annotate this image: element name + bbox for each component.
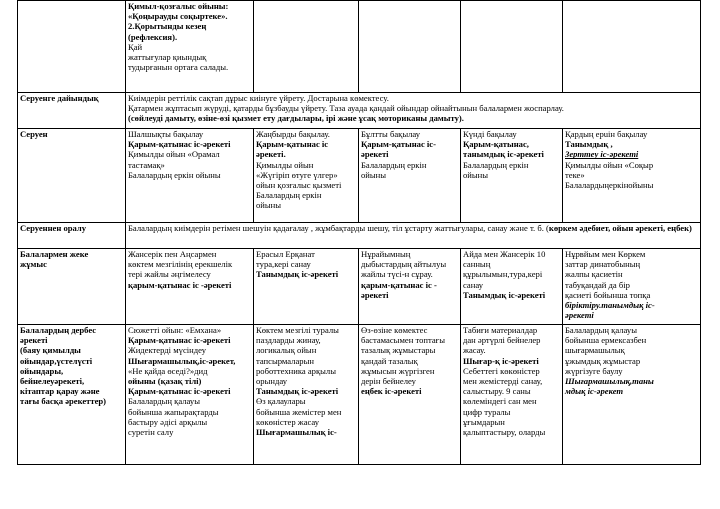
cell-line: қасиеті бойынша топқа — [565, 289, 651, 300]
cell-line: шығармашылық — [565, 345, 625, 356]
cell-line: көлеміндегі сан мен — [463, 396, 537, 407]
row-label-text: ойындар,үстелүсті — [20, 355, 93, 366]
cell-line: құрылымын,тура,кері — [463, 269, 543, 280]
cell-line: жұмысын жүргізген — [361, 365, 435, 376]
cell-line: мен жемістерді санау, — [463, 376, 543, 387]
cell-line: дан әртүрлі бейнелер — [463, 335, 541, 346]
cell-line: Себеттегі көкөністер — [463, 365, 540, 376]
cell-line: жүргізуге баулу — [565, 365, 623, 376]
cell-line: Қарым-қатынас іс-әрекеті — [128, 139, 231, 150]
cell-walk-preparation — [126, 93, 701, 129]
cell-line: мдық іс-әрекет — [565, 386, 624, 397]
cell-line: цифр туралы — [463, 406, 511, 417]
cell-line: Шығармашылық,іс-әрекет, — [128, 355, 236, 366]
cell-line: Танымдық іс-әрекеті — [256, 386, 339, 397]
cell-line: Шығар-қ іс-әрекеті — [463, 355, 539, 366]
cell-line: теке» — [565, 169, 585, 180]
cell-line: Қимылды ойын «Орамал — [128, 149, 220, 160]
empty-cell — [359, 1, 461, 93]
cell-line: ойыны — [361, 169, 387, 180]
cell-line: бойынша жапырақтарды — [128, 406, 219, 417]
cell-line: дыбыстардың айтылуы — [361, 259, 447, 270]
cell-line: паздларды жинау, — [256, 335, 321, 346]
cell-line: бойынша жемістер мен — [256, 406, 342, 417]
cell-line: Танымдық іс-әрекеті — [463, 289, 546, 300]
cell-line: ұжымдық жұмыстар — [565, 355, 641, 366]
cell-line: тура,кері санау — [256, 259, 311, 270]
cell-line: заттар динатобының — [565, 259, 641, 270]
cell-line: Ерасыл Ерқанат — [256, 249, 315, 259]
cell-line: «Қоңырауды соқыртеке». — [128, 11, 228, 22]
row-label-text: Балалардың дербес — [20, 325, 97, 335]
cell-line — [128, 223, 698, 233]
cell-line: жасау. — [463, 345, 486, 356]
cell-line: тері жайлы әңгімелесу — [128, 269, 211, 280]
cell-line: Шығармашылық іс- — [256, 427, 337, 438]
cell-line: танымдық іс-әрекеті — [463, 149, 544, 160]
cell-line: Киімдерін реттілік сақтап дұрыс киінуге үйрету. Достарына көмектесу. — [128, 93, 389, 103]
cell-line: әрекеті — [565, 310, 594, 321]
cell-line: ойыны — [463, 169, 489, 180]
row-label-text: Балалармен жеке — [20, 249, 89, 259]
cell-line: Балалардың еркін — [256, 190, 322, 201]
cell-line: көкөністер жасау — [256, 416, 320, 427]
cell-line: Танымдық , — [565, 139, 613, 150]
cell-line: табуқандай да бір — [565, 279, 630, 290]
row-label-text: ойындары, — [20, 365, 64, 376]
row-label — [18, 93, 126, 129]
cell-line: Қимыл-қозғалыс ойыны: — [128, 1, 229, 11]
cell-line: Балалардың еркін — [463, 159, 529, 170]
cell-line: ойыны (қазақ тілі) — [128, 376, 202, 387]
cell-individual-thu — [461, 249, 563, 325]
cell-line: орындау — [256, 376, 288, 387]
cell-walk-tue — [254, 129, 359, 223]
cell-line: қарым-қатынас іс -әрекеті — [128, 279, 232, 290]
cell-line: тудырғанын ортаға салады. — [128, 62, 229, 73]
cell-individual-tue — [254, 249, 359, 325]
row-label-text: бейнелеуәрекеті, — [20, 376, 85, 387]
cell-line: суретін салу — [128, 427, 174, 438]
cell-game-reflection — [126, 1, 254, 93]
cell-line: Табиғи материалдар — [463, 325, 538, 335]
cell-line: Қарым-қатынас іс-әрекеті — [128, 335, 231, 346]
cell-line: Сюжетті ойын: «Емхана» — [128, 325, 222, 335]
cell-line: Қимылды ойын — [256, 159, 314, 170]
cell-line: Нұрвйым мен Көркем — [565, 249, 646, 259]
cell-line: Айда мен Жансерік 10 — [463, 249, 546, 259]
cell-line: жалпы қасиетін — [565, 269, 623, 280]
cell-line: салыстыру. 9 саны — [463, 386, 531, 397]
row-independent-activity — [18, 325, 701, 465]
cell-line: Шығармашылық,таны — [565, 376, 654, 387]
cell-line: Бұлтты бақылау — [361, 129, 421, 139]
cell-line: бастыру әдісі арқылы — [128, 416, 208, 427]
cell-line: Танымдық іс-әрекеті — [256, 269, 339, 280]
cell-independent-fri — [563, 325, 701, 465]
row-label — [18, 249, 126, 325]
cell-line: (сөйлеуді дамыту, өзіне-өзі қызмет ету дағдылары, ірі және ұсақ моториканы дамыту). — [128, 113, 464, 124]
row-label-text: жұмыс — [20, 259, 47, 270]
cell-line: Балалардың еркін — [361, 159, 427, 170]
cell-line: Қарым-қатынас іс- — [361, 139, 436, 150]
cell-line: еңбек іс-әрекеті — [361, 386, 422, 397]
cell-line: Қатармен жұптасып жүруді, қатарды бұзбауды үйрету. Таза ауада қандай ойындар ойнайтынын балалармен жоспарлау. — [128, 103, 564, 114]
cell-line: әрекеті — [361, 149, 389, 160]
cell-individual-fri — [563, 249, 701, 325]
cell-line: әрекеті — [361, 289, 389, 300]
cell-line: көктем мезгілінің ерекшелік — [128, 259, 233, 270]
cell-independent-mon — [126, 325, 254, 465]
row-label-text: кітаптар қарау және — [20, 386, 100, 397]
cell-line: санау — [463, 279, 484, 290]
row-label-text: Серуен — [20, 129, 48, 139]
cell-line: Балалардың еркін ойыны — [128, 169, 221, 180]
schedule-table — [17, 0, 701, 465]
cell-line: Қарым-қатынас іс-әрекеті — [128, 386, 231, 397]
cell-line: логикалық ойын — [256, 345, 317, 356]
row-individual-work — [18, 249, 701, 325]
cell-line: 2.Қорытынды кезең — [128, 21, 207, 32]
empty-cell — [461, 1, 563, 93]
cell-line: қандай тазалық — [361, 355, 418, 366]
empty-cell — [254, 1, 359, 93]
cell-line: Қимылды ойын «Соқыр — [565, 159, 654, 170]
cell-line: ойын қозғалыс қызметі — [256, 180, 342, 191]
cell-line: Қай — [128, 41, 143, 52]
return-bold-text: көркем әдебиет, ойын әрекеті, еңбек) — [548, 223, 692, 233]
return-text: Балалардың киімдерін ретімен шешуін қадағалау , жұмбақтарды шешу, тіл ұстарту жаттығулары, санау және т. б. ( — [128, 223, 549, 233]
cell-line: Күнді бақылау — [463, 129, 517, 139]
empty-cell — [563, 1, 701, 93]
cell-line: роботтехника арқылы — [256, 365, 336, 376]
cell-individual-mon — [126, 249, 254, 325]
cell-line: Балалардың қалауы — [565, 325, 637, 335]
cell-line: Қарым-қатынас, — [463, 139, 529, 150]
cell-line: біріктіру.танымдық іс- — [565, 300, 655, 311]
cell-line: қалыптастыру, оларды — [463, 427, 546, 438]
row-walk — [18, 129, 701, 223]
cell-line: Балалардыңеркінойыны — [565, 180, 654, 191]
cell-line: тапсырмаларын — [256, 355, 314, 366]
row-label — [18, 129, 126, 223]
cell-line: ойыны — [256, 200, 282, 211]
cell-line: тастамақ» — [128, 159, 165, 170]
cell-line: Қарым-қатынас іс — [256, 139, 329, 150]
cell-walk-return — [126, 223, 701, 249]
row-label — [18, 325, 126, 465]
cell-walk-mon — [126, 129, 254, 223]
cell-line: бастамасымен топтағы — [361, 335, 445, 346]
row-label — [18, 223, 126, 249]
cell-line: тазалық жұмыстары — [361, 345, 436, 356]
cell-line: санның — [463, 259, 491, 270]
cell-line: «Жүгіріп өтуге үлгер» — [256, 169, 338, 180]
cell-individual-wed — [359, 249, 461, 325]
cell-line: дерін бейнелеу — [361, 376, 416, 387]
cell-line: Өз-өзіне көмектес — [361, 325, 428, 335]
cell-line: Өз қалаулары — [256, 396, 306, 407]
cell-line: «Не қайда өседі?»дид — [128, 365, 208, 376]
cell-line: Көктем мезгілі туралы — [256, 325, 339, 335]
row-label-text: (баяу қимылды — [20, 345, 81, 356]
cell-line: Қардың ерuiн бақылау — [565, 129, 648, 139]
row-label-text: тағы басқа әрекеттер) — [20, 396, 107, 407]
cell-walk-fri — [563, 129, 701, 223]
cell-line: Жидектерді мүсіндеу — [128, 345, 207, 356]
row-walk-return — [18, 223, 701, 249]
cell-line: жайлы түсі-н сұрау. — [361, 269, 433, 280]
cell-line: Жансерік пен Аңсармен — [128, 249, 217, 259]
cell-line: жаттығулар қиындық — [128, 52, 207, 63]
cell-line: Балалардың қалауы — [128, 396, 200, 407]
row-label-text: Серуеннен оралу — [20, 223, 87, 233]
row-label-text: әрекеті — [20, 335, 48, 346]
cell-line: Нұрайымның — [361, 249, 411, 259]
cell-line: (рефлексия). — [128, 31, 178, 42]
cell-line: қарым-қатынас іс - — [361, 279, 437, 290]
cell-walk-wed — [359, 129, 461, 223]
row-label-text: Серуенге дайындық — [20, 93, 99, 103]
cell-independent-tue — [254, 325, 359, 465]
row-label-empty — [18, 1, 126, 93]
cell-line: әрекеті. — [256, 149, 286, 160]
cell-line: бойынша ермексазбен — [565, 335, 647, 346]
cell-independent-wed — [359, 325, 461, 465]
row-walk-preparation — [18, 93, 701, 129]
cell-line: ұғымдарын — [463, 416, 505, 427]
cell-line: Шалшықты бақылау — [128, 129, 204, 139]
cell-walk-thu — [461, 129, 563, 223]
cell-independent-thu — [461, 325, 563, 465]
cell-line: Жаңбырды бақылау. — [256, 129, 330, 139]
cell-line: Зерттеу іс-әрекеті — [565, 149, 639, 160]
row-continuation — [18, 1, 701, 93]
